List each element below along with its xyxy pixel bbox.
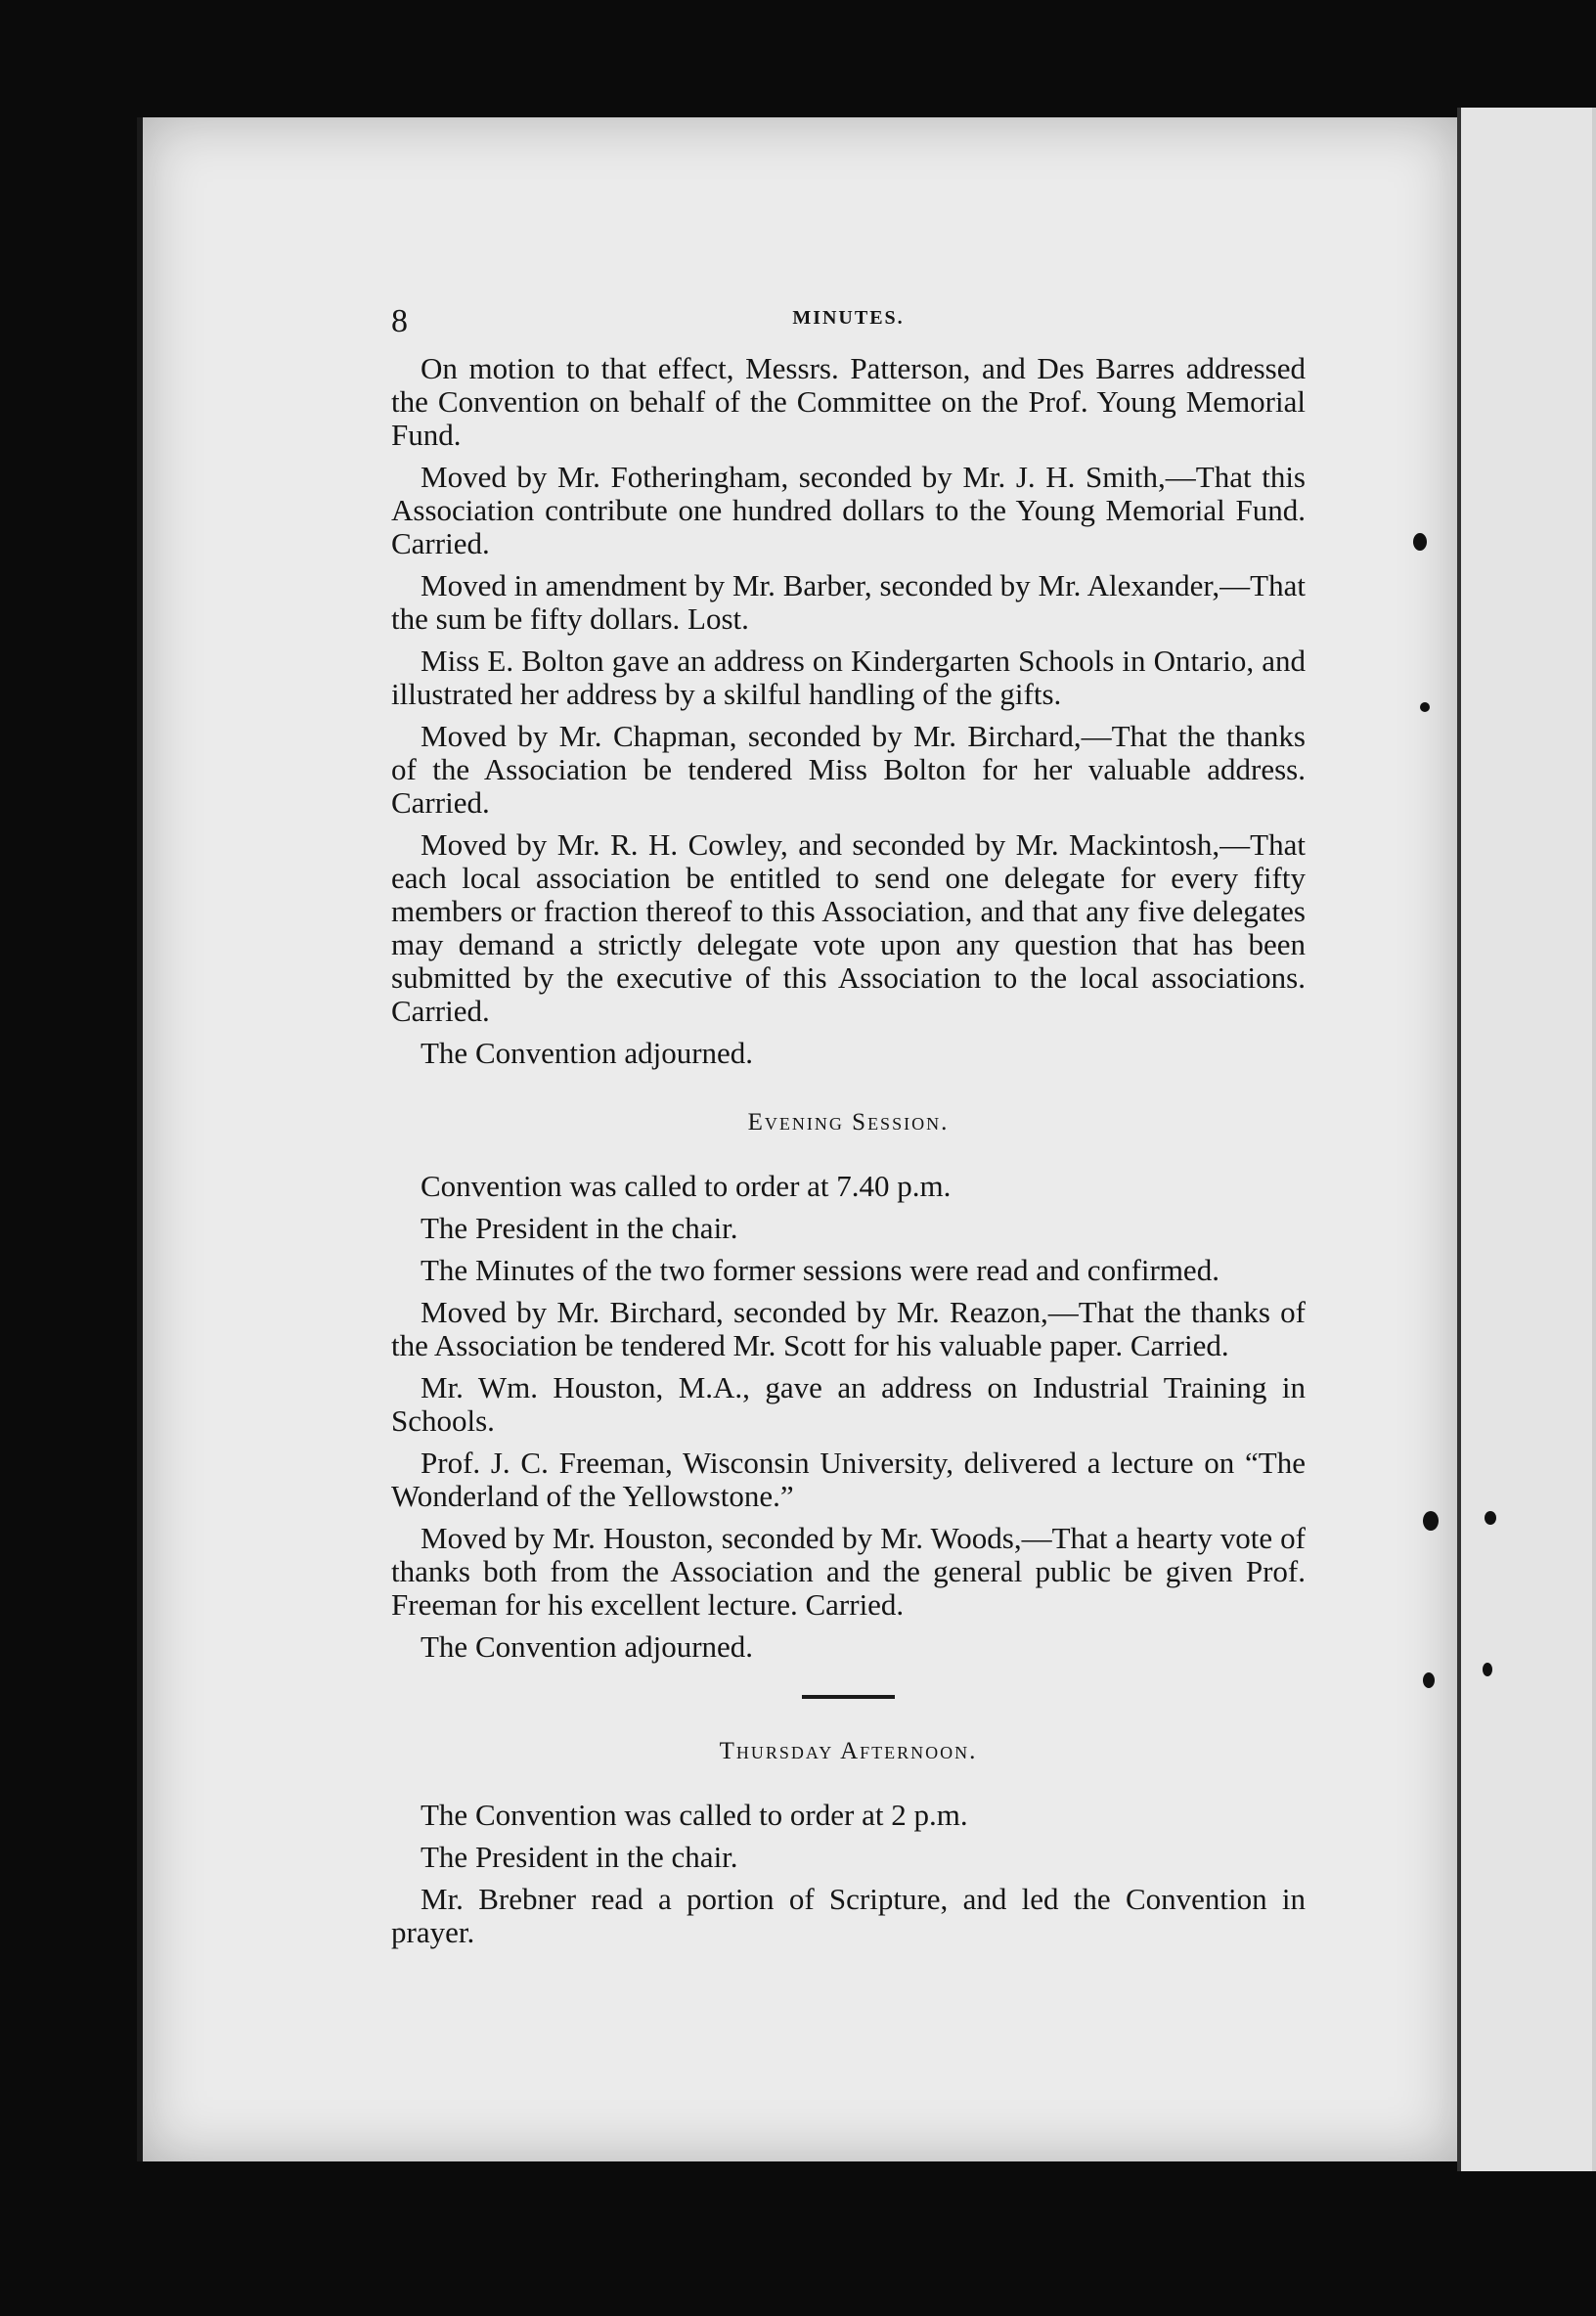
margin-blot <box>1485 1511 1496 1525</box>
thursday-session-minutes <box>391 1799 1306 1949</box>
margin-blot <box>1423 1672 1435 1688</box>
paragraph: Moved in amendment by Mr. Barber, seconded by Mr. Alexander,—That the sum be fifty dollars. Lost. <box>391 568 1306 636</box>
page-text <box>391 303 1306 1949</box>
paragraph: On motion to that effect, Messrs. Patterson, and Des Barres addressed the Convention on behalf of the Committee on the Prof. Young Memorial Fund. <box>391 351 1306 452</box>
paragraph: Moved by Mr. Fotheringham, seconded by Mr. J. H. Smith,—That this Association contribute one hundred dollars to the Young Memorial Fund. Carried. <box>391 460 1306 560</box>
paragraph: Moved by Mr. Birchard, seconded by Mr. Reazon,—That the thanks of the Association be tendered Mr. Scott for his valuable paper. Carried. <box>391 1295 1306 1362</box>
running-head: MINUTES. <box>792 307 905 329</box>
paragraph: The Convention adjourned. <box>421 1629 754 1664</box>
adjacent-page-edge <box>1457 108 1596 2171</box>
paragraph: Moved by Mr. Houston, seconded by Mr. Woods,—That a hearty vote of thanks both from the Association and the general public be given Prof. Freeman for his excellent lecture. Carried. <box>391 1521 1306 1622</box>
section-heading-evening: Evening Session. <box>747 1109 950 1136</box>
paragraph: The President in the chair. <box>421 1840 738 1874</box>
evening-session-minutes <box>391 1170 1306 1664</box>
paragraph: The Convention adjourned. <box>421 1036 754 1070</box>
margin-blot <box>1413 533 1427 551</box>
page-header <box>391 303 1306 352</box>
paragraph: Miss E. Bolton gave an address on Kindergarten Schools in Ontario, and illustrated her address by a skilful handling of the gifts. <box>391 644 1306 711</box>
paragraph: Mr. Wm. Houston, M.A., gave an address on Industrial Training in Schools. <box>391 1370 1306 1438</box>
paragraph: The Minutes of the two former sessions were read and confirmed. <box>421 1253 1219 1287</box>
margin-blot <box>1423 1511 1439 1531</box>
paragraph: Mr. Brebner read a portion of Scripture, and led the Convention in prayer. <box>391 1882 1306 1949</box>
afternoon-session-minutes <box>391 352 1306 1070</box>
paragraph: The President in the chair. <box>421 1211 738 1245</box>
section-divider-rule <box>802 1695 895 1699</box>
page-edge-shadow <box>1592 108 1596 2171</box>
paragraph: The Convention was called to order at 2 p.m. <box>421 1798 968 1832</box>
section-heading-thursday: Thursday Afternoon. <box>719 1738 978 1764</box>
paragraph: Prof. J. C. Freeman, Wisconsin University, delivered a lecture on “The Wonderland of the Yellowstone.” <box>391 1446 1306 1513</box>
paragraph: Moved by Mr. R. H. Cowley, and seconded by Mr. Mackintosh,—That each local association be entitled to send one delegate for every fifty members or fraction thereof to this Association, and that any five delegates may demand a strictly delegate vote upon any question that has been submitted by the executive of this Association to the local associations. Carried. <box>391 827 1306 1028</box>
margin-blot <box>1483 1663 1492 1676</box>
paragraph: Convention was called to order at 7.40 p.m. <box>421 1169 952 1203</box>
paragraph: Moved by Mr. Chapman, seconded by Mr. Birchard,—That the thanks of the Association be tendered Miss Bolton for her valuable address. Carried. <box>391 719 1306 820</box>
page-number: 8 <box>391 303 408 339</box>
margin-blot <box>1420 702 1430 712</box>
